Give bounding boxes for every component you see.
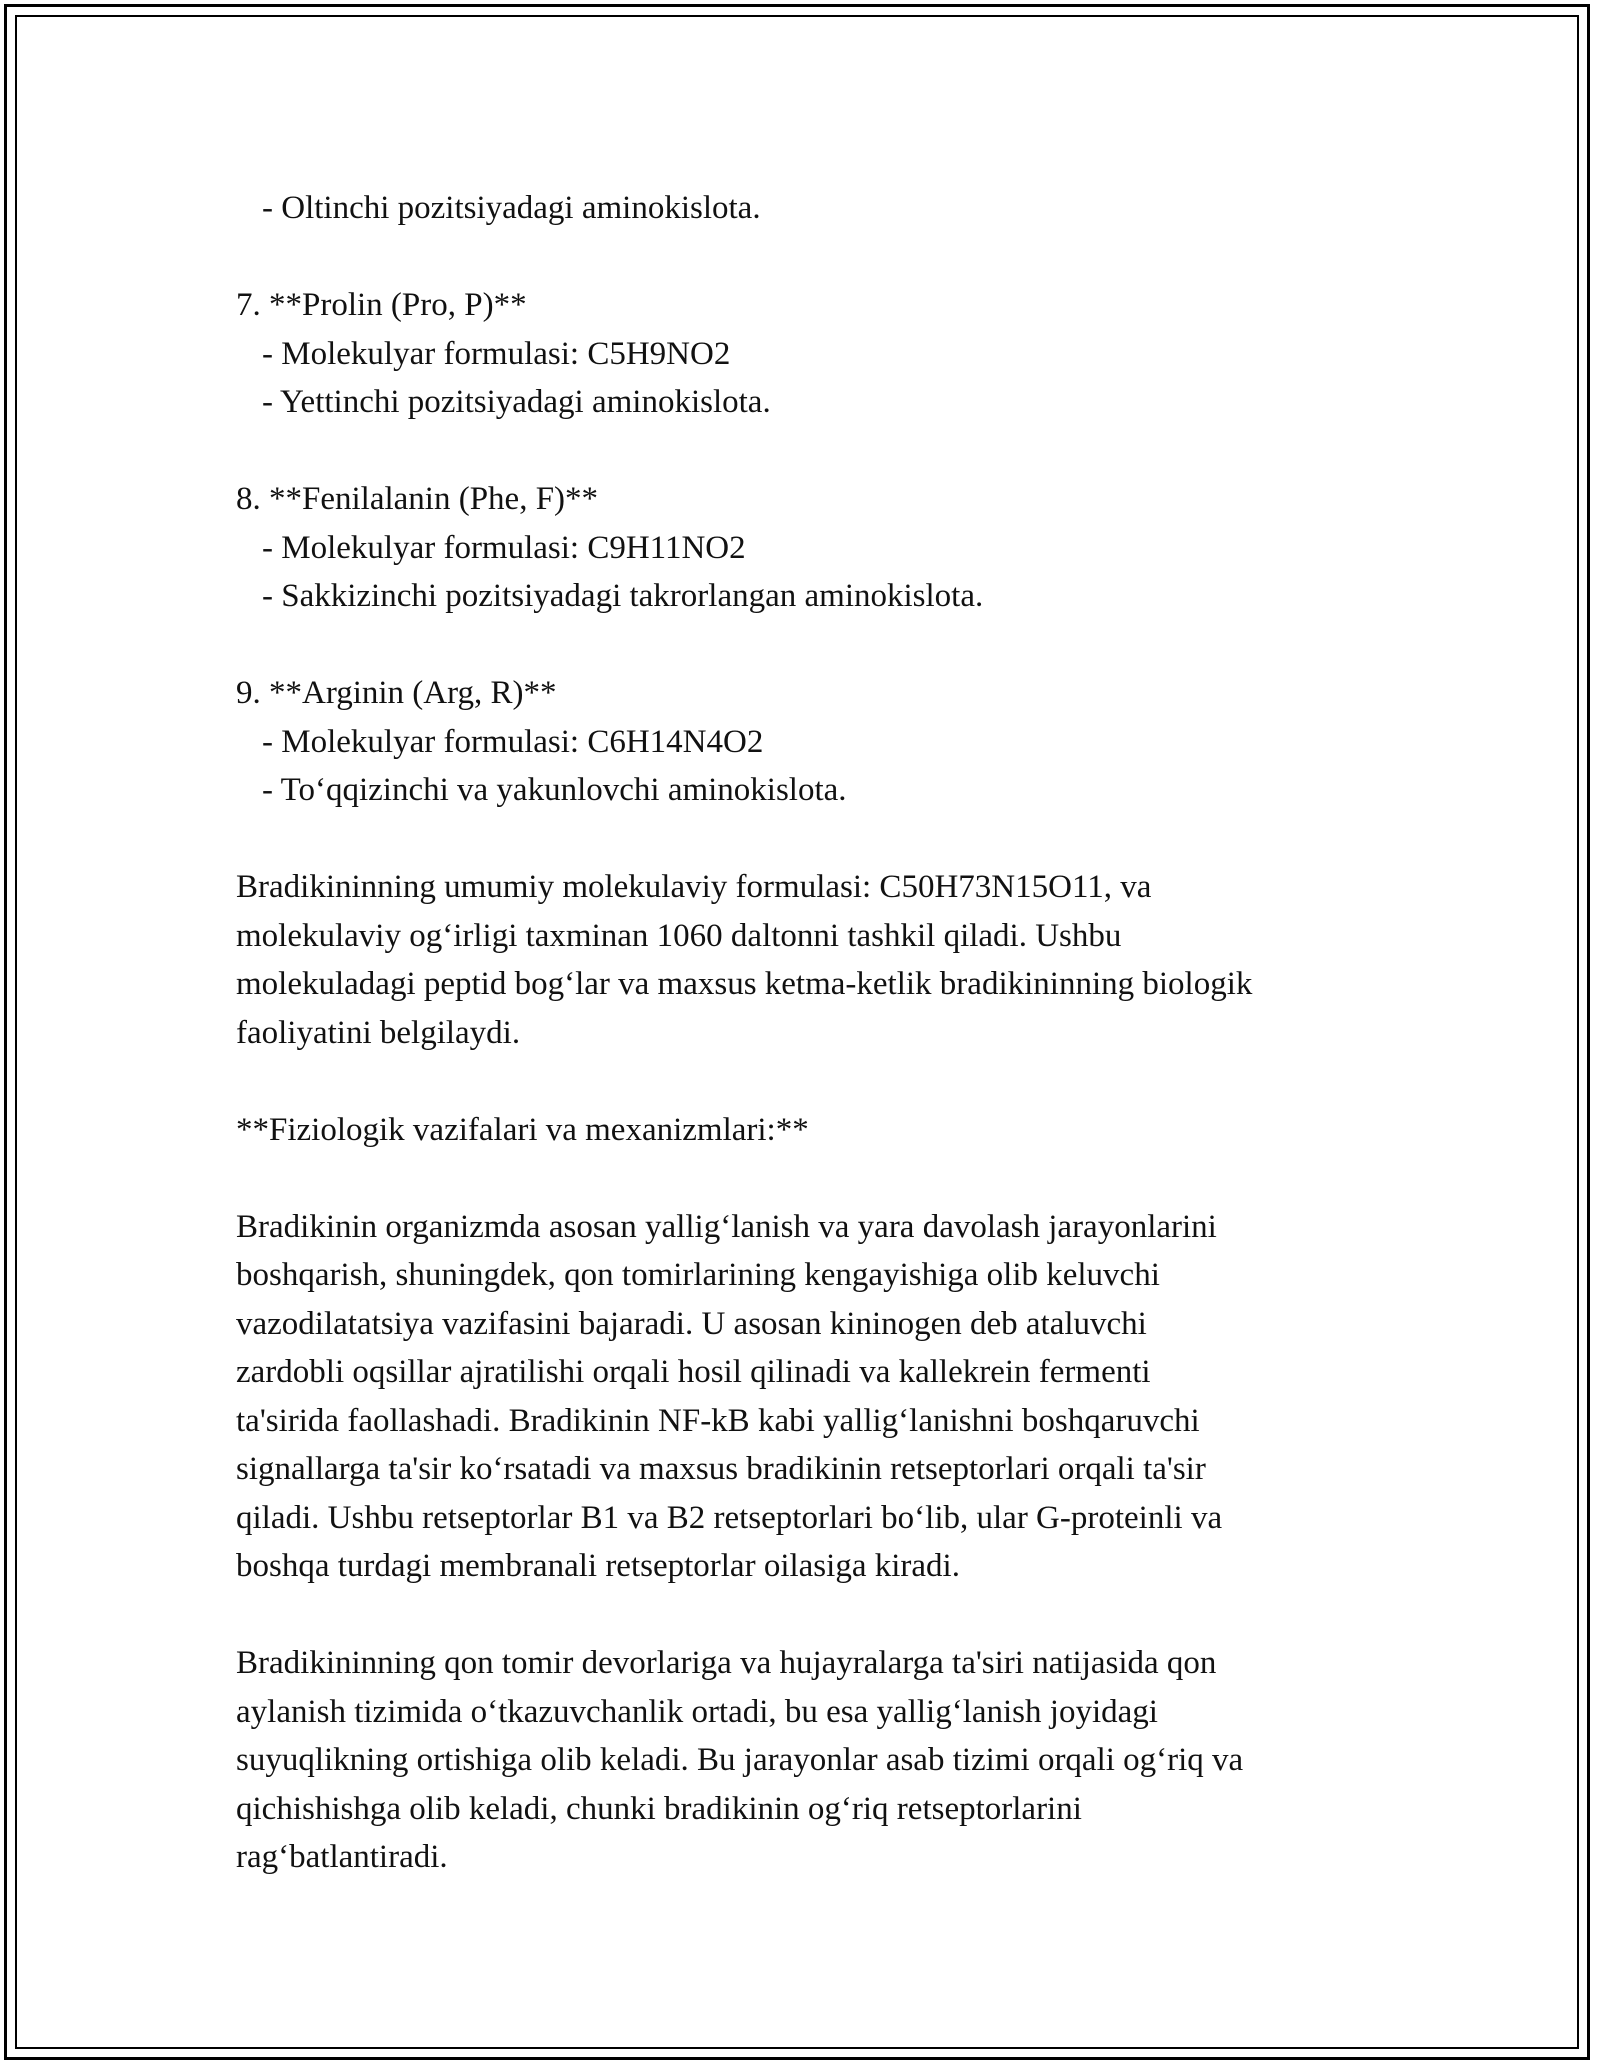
paragraph-line: vazodilatatsiya vazifasini bajaradi. U asosan kininogen deb ataluvchi [236,1305,1147,1342]
paragraph-line: molekulaviy og‘irligi taxminan 1060 daltonni tashkil qiladi. Ushbu [236,917,1122,954]
paragraph-line: molekuladagi peptid bog‘lar va maxsus ketma-ketlik bradikininning biologik [236,966,1253,1002]
paragraph-line: zardobli oqsillar ajratilishi orqali hosil qilinadi va kallekrein fermenti [236,1354,1151,1390]
spacer [236,427,1416,476]
list-item-heading: 8. **Fenilalanin (Phe, F)** [236,481,599,517]
paragraph-line: qiladi. Ushbu retseptorlar B1 va B2 retseptorlari bo‘lib, ular G-proteinli va [236,1499,1223,1536]
spacer [236,1154,1416,1203]
paragraph-line: faoliyatini belgilaydi. [236,1014,521,1051]
list-item-formula: - Molekulyar formulasi: C6H14N4O2 [262,723,764,760]
document-body [236,184,1416,1882]
paragraph-line: Bradikininning qon tomir devorlariga va hujayralarga ta'siri natijasida qon [236,1645,1217,1681]
paragraph-line: boshqarish, shuningdek, qon tomirlarining kengayishiga olib keluvchi [236,1257,1160,1293]
list-item-formula: - Molekulyar formulasi: C9H11NO2 [262,529,746,566]
paragraph-line: rag‘batlantiradi. [236,1839,448,1875]
list-item-note: - To‘qqizinchi va yakunlovchi aminokislota. [262,772,847,808]
list-item-note: - Yettinchi pozitsiyadagi aminokislota. [262,384,771,420]
list-item-phenylalanine [236,475,1416,621]
paragraph-line: Bradikinin organizmda asosan yallig‘lanish va yara davolash jarayonlarini [236,1208,1217,1245]
list-item-heading: 7. **Prolin (Pro, P)** [236,287,527,323]
paragraph-line: Bradikininning umumiy molekulaviy formulasi: C50H73N15O11, va [236,869,1152,905]
spacer [236,233,1416,282]
paragraph-line: ta'sirida faollashadi. Bradikinin NF-kB kabi yallig‘lanishni boshqaruvchi [236,1402,1200,1439]
paragraph-line: qichishishga olib keladi, chunki bradikinin og‘riq retseptorlarini [236,1790,1082,1827]
list-item-formula: - Molekulyar formulasi: C5H9NO2 [262,335,731,372]
physiology-paragraph [236,1203,1416,1591]
paragraph-line: signallarga ta'sir ko‘rsatadi va maxsus bradikinin retseptorlari orqali ta'sir [236,1451,1206,1487]
paragraph-line: boshqa turdagi membranali retseptorlar oilasiga kiradi. [236,1548,960,1584]
section-heading: **Fiziologik vazifalari va mexanizmlari:** [236,1111,809,1148]
paragraph-line: aylanish tizimida o‘tkazuvchanlik ortadi, bu esa yallig‘lanish joyidagi [236,1693,1158,1730]
item6-note: - Oltinchi pozitsiyadagi aminokislota. [262,190,761,226]
list-item-heading: 9. **Arginin (Arg, R)** [236,675,557,711]
summary-paragraph [236,863,1416,1057]
list-item-arginine [236,669,1416,815]
spacer [236,621,1416,670]
list-item-note: - Sakkizinchi pozitsiyadagi takrorlangan aminokislota. [262,578,984,614]
effects-paragraph [236,1639,1416,1882]
spacer [236,815,1416,864]
list-item-proline [236,281,1416,427]
paragraph-line: suyuqlikning ortishiga olib keladi. Bu jarayonlar asab tizimi orqali og‘riq va [236,1742,1244,1778]
spacer [236,1057,1416,1106]
spacer [236,1591,1416,1640]
